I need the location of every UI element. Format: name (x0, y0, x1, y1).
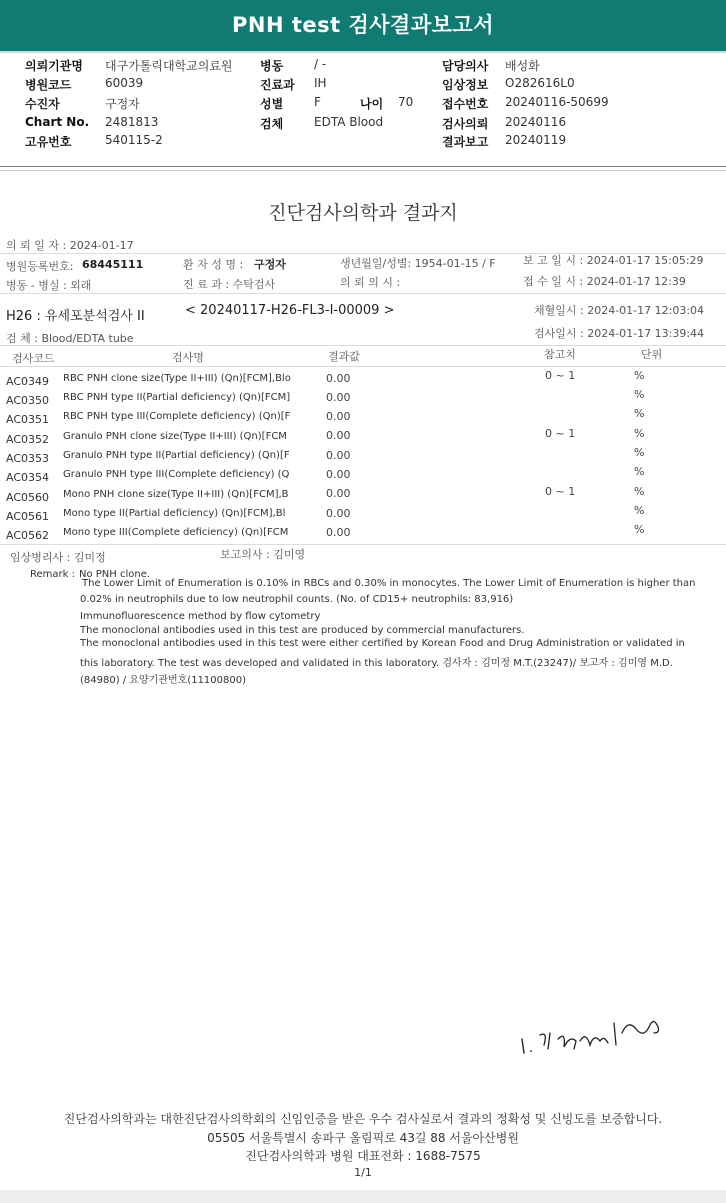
clinical-dept: 진 료 과 : 수탁검사 (183, 278, 276, 291)
row-result: 0.00 (326, 372, 351, 385)
row-unit: % (634, 407, 645, 420)
row-name: Mono type II(Partial deficiency) (Qn)[FCM],Bl (63, 508, 286, 519)
remark-line: The Lower Limit of Enumeration is 0.10% in RBCs and 0.30% in monocytes. The Lower Limit of Enumeration is higher than (82, 578, 696, 589)
reporting-doctor: 보고의사 : 김미영 (220, 548, 306, 561)
header-value-patient: 구정자 (105, 97, 140, 111)
header-label-unique-no: 고유번호 (25, 135, 72, 149)
test-name: H26 : 유세포분석검사 II (6, 309, 145, 324)
medical-technologist: 임상병리사 : 김미정 (10, 551, 106, 564)
header-value-clinical-info: O282616L0 (505, 76, 575, 90)
page-bottom-band (0, 1190, 726, 1203)
report-time: 보 고 일 시 : 2024-01-17 15:05:29 (523, 254, 704, 267)
header-value-unique-no: 540115-2 (105, 133, 163, 147)
row-name: Granulo PNH clone size(Type II+III) (Qn)[FCM (63, 431, 287, 442)
remark-line: The monoclonal antibodies used in this test were either certified by Korean Food and Drug Administration or validated in (80, 638, 685, 649)
col-header-result: 결과값 (328, 350, 360, 363)
document-title: 진단검사의학과 결과지 (268, 202, 458, 224)
row-name: Mono type III(Complete deficiency) (Qn)[FCM (63, 527, 289, 538)
row-code: AC0562 (6, 529, 50, 542)
row-unit: % (634, 485, 645, 498)
header-label-ward: 병동 (260, 59, 284, 73)
row-code: AC0352 (6, 433, 50, 446)
footer-certification: 진단검사의학과는 대한진단검사의학회의 신임인증을 받은 우수 검사실로서 결과의 정확성 및 신빙도를 보증합니다. (63, 1112, 663, 1126)
row-result: 0.00 (326, 487, 351, 500)
row-name: Granulo PNH type II(Partial deficiency) (Qn)[F (63, 450, 290, 461)
row-name: RBC PNH clone size(Type II+III) (Qn)[FCM],Blo (63, 373, 291, 384)
header-label-request-date: 검사의뢰 (442, 117, 489, 131)
header-label-institution: 의뢰기관명 (25, 59, 83, 73)
row-result: 0.00 (326, 526, 351, 539)
row-code: AC0560 (6, 491, 50, 504)
row-result: 0.00 (326, 429, 351, 442)
row-code: AC0353 (6, 452, 50, 465)
header-value-department: IH (314, 76, 327, 90)
row-ref: 0 ~ 1 (545, 485, 576, 498)
header-value-ward: / - (314, 57, 327, 71)
footer-address: 05505 서울특별시 송파구 올림픽로 43길 88 서울아산병원 (207, 1131, 519, 1145)
header-value-report-date: 20240119 (505, 133, 567, 147)
row-name: Granulo PNH type III(Complete deficiency) (Q (63, 469, 290, 480)
header-label-doctor: 담당의사 (442, 59, 489, 73)
header-value-specimen: EDTA Blood (314, 115, 384, 129)
footer-contact: 진단검사의학과 병원 대표전화 : 1688-7575 (245, 1149, 481, 1163)
row-name: RBC PNH type II(Partial deficiency) (Qn)[FCM] (63, 392, 291, 403)
row-code: AC0351 (6, 413, 50, 426)
report-banner-title: PNH test 검사결과보고서 (0, 0, 726, 53)
header-value-institution: 대구가톨릭대학교의료원 (105, 59, 233, 73)
header-value-hospital-code: 60039 (105, 76, 144, 90)
row-ref: 0 ~ 1 (545, 369, 576, 382)
receipt-time: 접 수 일 시 : 2024-01-17 12:39 (523, 275, 686, 288)
patient-name-label: 환 자 성 명 : (183, 258, 244, 271)
row-code: AC0561 (6, 510, 50, 523)
remark-line: No PNH clone. (79, 569, 151, 580)
row-ref: 0 ~ 1 (545, 427, 576, 440)
header-divider-light (0, 170, 726, 171)
header-value-doctor: 배성화 (505, 59, 540, 73)
row-unit: % (634, 465, 645, 478)
header-label-department: 진료과 (260, 78, 295, 92)
row-code: AC0350 (6, 394, 50, 407)
row-unit: % (634, 427, 645, 440)
row-result: 0.00 (326, 391, 351, 404)
table-top-border (0, 345, 726, 346)
header-value-sex: F (314, 95, 321, 109)
row-result: 0.00 (326, 449, 351, 462)
handwritten-signature (518, 1005, 668, 1065)
remark-line: (84980) / 요양기관번호(11100800) (80, 675, 247, 686)
info-divider-2 (0, 293, 726, 294)
header-label-hospital-code: 병원코드 (25, 78, 72, 92)
header-value-chart-no: 2481813 (105, 115, 159, 129)
row-unit: % (634, 523, 645, 536)
table-header-border (0, 366, 726, 367)
request-date: 의 뢰 일 자 : 2024-01-17 (6, 239, 134, 252)
header-label-age: 나이 (360, 97, 384, 111)
header-label-chart-no: Chart No. (25, 115, 90, 129)
header-label-specimen: 검체 (260, 117, 284, 131)
remark-line: this laboratory. The test was developed and validated in this laboratory. 검사자 : 김미정 M.T.(23247)/ 보고자 : 김미영 M.D. (80, 658, 673, 669)
test-id: < 20240117-H26-FL3-I-00009 > (185, 303, 395, 318)
ward-room: 병동 - 병실 : 외래 (6, 279, 92, 292)
remark-line: 0.02% in neutrophils due to low neutrophil counts. (No. of CD15+ neutrophils: 83,916) (80, 594, 514, 605)
header-value-request-date: 20240116 (505, 115, 567, 129)
col-header-code: 검사코드 (12, 352, 55, 365)
row-result: 0.00 (326, 468, 351, 481)
row-result: 0.00 (326, 410, 351, 423)
row-name: RBC PNH type III(Complete deficiency) (Qn)[F (63, 411, 291, 422)
col-header-ref: 참고치 (544, 348, 576, 361)
header-label-patient: 수진자 (25, 97, 60, 111)
specimen: 검 체 : Blood/EDTA tube (6, 332, 134, 345)
row-unit: % (634, 369, 645, 382)
col-header-unit: 단위 (641, 348, 663, 361)
col-header-name: 검사명 (172, 351, 204, 364)
header-value-receipt-no: 20240116-50699 (505, 95, 609, 109)
page-number: 1/1 (354, 1166, 372, 1179)
row-result: 0.00 (326, 507, 351, 520)
registration-no: 68445111 (82, 258, 144, 271)
remark-label: Remark : (30, 569, 75, 580)
draw-time: 채혈일시 : 2024-01-17 12:03:04 (534, 304, 705, 317)
remark-line: Immunofluorescence method by flow cytometry (80, 611, 321, 622)
patient-name: 구정자 (254, 258, 286, 271)
header-label-clinical-info: 임상정보 (442, 78, 489, 92)
row-code: AC0349 (6, 375, 50, 388)
registration-no-label: 병원등록번호: (6, 260, 74, 273)
requesting-doctor: 의 뢰 의 시 : (340, 276, 401, 289)
row-name: Mono PNH clone size(Type II+III) (Qn)[FCM],B (63, 489, 289, 500)
row-code: AC0354 (6, 471, 50, 484)
table-bottom-border (0, 544, 726, 545)
header-divider (0, 166, 726, 167)
birth-sex: 생년월일/성별: 1954-01-15 / F (340, 257, 496, 270)
header-label-report-date: 결과보고 (442, 135, 489, 149)
row-unit: % (634, 388, 645, 401)
exam-time: 검사일시 : 2024-01-17 13:39:44 (534, 327, 705, 340)
row-unit: % (634, 446, 645, 459)
header-label-receipt-no: 접수번호 (442, 97, 489, 111)
header-value-age: 70 (398, 95, 414, 109)
row-unit: % (634, 504, 645, 517)
remark-line: The monoclonal antibodies used in this test are produced by commercial manufacturers. (80, 625, 525, 636)
header-label-sex: 성별 (260, 97, 284, 111)
